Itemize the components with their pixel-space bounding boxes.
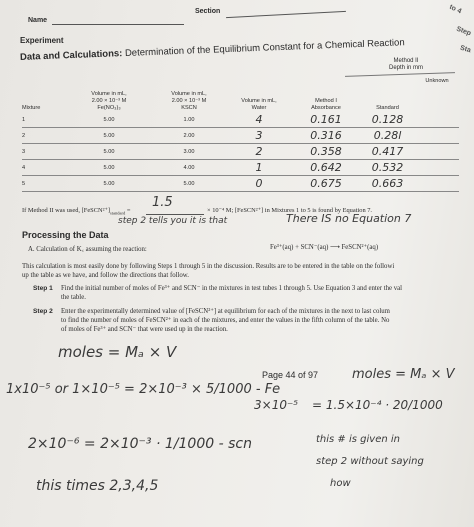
absorbance-value: 0.642: [310, 161, 342, 174]
col-standard: Standard: [376, 105, 399, 111]
section-label: Section: [195, 8, 221, 15]
handwriting-moles-formula-right: moles = Mₐ × V: [352, 367, 455, 382]
section-title: [20, 37, 405, 63]
step1-line-1: Find the initial number of moles of Fe³⁺ and SCN⁻ in the mixtures in test tubes 1 through 5. Use Equation 3 and enter the val: [61, 285, 403, 292]
standard-value: 0.417: [371, 145, 404, 158]
water-value: 4: [255, 113, 263, 126]
handwriting-standard-calc: = 1.5×10⁻⁴ · 20/1000: [312, 398, 443, 412]
kscn-cell: 2.00: [152, 128, 226, 144]
table-row: [22, 128, 459, 144]
unknown-cell: [415, 160, 459, 176]
section-title-prefix: Data and Calculations:: [19, 48, 123, 63]
corner-text-top: to 4: [448, 3, 463, 16]
item-a: A. Calculation of K꜀ assuming the reaction:: [28, 246, 147, 253]
water-cell: [226, 144, 292, 160]
water-cell: [226, 160, 292, 176]
col-unknown: Unknown: [425, 78, 449, 84]
method2-value-line: [146, 214, 204, 215]
standard-cell: [360, 160, 415, 176]
handwriting-scn-calc: 2×10⁻⁶ = 2×10⁻³ · 1/1000 - scn: [28, 436, 252, 452]
step2-line-1: Enter the experimentally determined value of [FeSCN²⁺] at equilibrium for each of the mixtures in the next to last colum: [61, 308, 390, 315]
name-label: Name: [28, 17, 48, 24]
data-table: [22, 78, 459, 192]
fe-cell: 5.00: [66, 128, 152, 144]
page-number: Page 44 of 97: [262, 370, 319, 380]
water-value: 0: [255, 177, 263, 190]
handwriting-times-note: this times 2,3,4,5: [36, 478, 159, 494]
corner-text-mid: Step: [455, 25, 472, 38]
absorbance-cell: [292, 144, 360, 160]
experiment-label: Experiment: [20, 36, 64, 45]
absorbance-value: 0.161: [310, 113, 342, 126]
standard-cell: [360, 144, 415, 160]
corner-text-low: Sta: [459, 44, 472, 55]
method2-note-handwritten-2: There IS no Equation 7: [286, 212, 412, 225]
water-cell: [226, 176, 292, 192]
depth-label: Depth in mm: [389, 65, 424, 71]
standard-value: 0.28l: [373, 129, 402, 142]
reaction-equation: Fe³⁺(aq) + SCN⁻(aq) ⟶ FeSCN²⁺(aq): [270, 244, 379, 251]
water-value: 3: [255, 129, 263, 142]
absorbance-value: 0.358: [310, 145, 342, 158]
method2-header: [389, 58, 423, 72]
intro-line-1: This calculation is most easily done by following Steps 1 through 5 in the discussion. Results are to be entered in the table on the followi: [22, 263, 395, 270]
table-row: [22, 144, 459, 160]
water-cell: [226, 112, 292, 128]
method2-sub: standard: [110, 210, 126, 216]
col-absorbance: Method I Absorbance: [311, 98, 341, 111]
method2-line: [22, 206, 130, 217]
section-title-text: Determination of the Equilibrium Constant for a Chemical Reaction: [124, 37, 405, 59]
unknown-cell: [415, 176, 459, 192]
intro-line-2: up the table as we have, and follow the directions that follow.: [22, 272, 189, 279]
unknown-cell: [415, 128, 459, 144]
fe-cell: 5.00: [66, 176, 152, 192]
step2-label: Step 2: [33, 308, 53, 315]
mixture-cell: 2: [22, 128, 66, 144]
mixture-cell: 3: [22, 144, 66, 160]
table-row: [22, 112, 459, 128]
col-water: Volume in mL, Water: [241, 98, 277, 111]
absorbance-value: 0.316: [310, 129, 342, 142]
method2-label: Method II: [393, 58, 419, 64]
water-value: 1: [255, 161, 263, 174]
unknown-cell: [415, 112, 459, 128]
fe-cell: 5.00: [66, 112, 152, 128]
water-cell: [226, 128, 292, 144]
kscn-cell: 1.00: [152, 112, 226, 128]
method2-prefix: If Method II was used, [FeSCN²⁺]: [22, 207, 110, 214]
method2-underline: [345, 72, 455, 77]
step2-line-3: of moles of Fe³⁺ and SCN⁻ that were used up in the reaction.: [61, 326, 228, 333]
handwriting-note-2: step 2 without saying: [316, 456, 424, 467]
kscn-cell: 4.00: [152, 160, 226, 176]
col-fe: Volume in mL, 2.00 × 10⁻³ M Fe(NO₃)₃: [91, 91, 127, 111]
mixture-cell: 1: [22, 112, 66, 128]
standard-cell: [360, 176, 415, 192]
method2-value-handwritten: 1.5: [152, 195, 173, 210]
step1-line-2: the table.: [61, 294, 86, 301]
handwriting-fe-calc: 1x10⁻⁵ or 1×10⁻⁵ = 2×10⁻³ × 5/1000 - Fe: [6, 382, 281, 397]
standard-cell: [360, 128, 415, 144]
absorbance-value: 0.675: [310, 177, 342, 190]
fe-cell: 5.00: [66, 160, 152, 176]
section-line: [226, 11, 346, 18]
col-kscn: Volume in mL, 2.00 × 10⁻³ M KSCN: [171, 91, 207, 111]
absorbance-cell: [292, 176, 360, 192]
standard-value: 0.532: [371, 161, 404, 174]
handwriting-3e-5: 3×10⁻⁵: [254, 398, 299, 412]
method2-note-handwritten-1: step 2 tells you it is that: [118, 216, 228, 226]
table-header-row: [22, 78, 459, 112]
method2-eq: =: [126, 207, 131, 214]
table-row: [22, 176, 459, 192]
absorbance-cell: [292, 128, 360, 144]
standard-cell: [360, 112, 415, 128]
step1-label: Step 1: [33, 285, 53, 292]
name-line: [52, 24, 184, 25]
method2-suffix: × 10⁻⁴ M; [FeSCN²⁺] in Mixtures 1 to 5 is found by Equation 7.: [207, 207, 373, 214]
standard-value: 0.128: [371, 113, 404, 126]
kscn-cell: 5.00: [152, 176, 226, 192]
water-value: 2: [255, 145, 263, 158]
handwriting-note-3: how: [330, 478, 351, 489]
handwriting-note-1: this # is given in: [316, 434, 400, 445]
step2-line-2: to find the number of moles of FeSCN²⁺ in each of the mixtures, and enter the values in the fifth column of the table. No: [61, 317, 390, 324]
mixture-cell: 5: [22, 176, 66, 192]
processing-title: Processing the Data: [22, 230, 109, 240]
handwriting-moles-formula-left: moles = Mₐ × V: [58, 343, 177, 361]
col-mixture: Mixture: [22, 105, 41, 111]
standard-value: 0.663: [371, 177, 404, 190]
mixture-cell: 4: [22, 160, 66, 176]
absorbance-cell: [292, 112, 360, 128]
fe-cell: 5.00: [66, 144, 152, 160]
table-row: [22, 160, 459, 176]
kscn-cell: 3.00: [152, 144, 226, 160]
unknown-cell: [415, 144, 459, 160]
absorbance-cell: [292, 160, 360, 176]
